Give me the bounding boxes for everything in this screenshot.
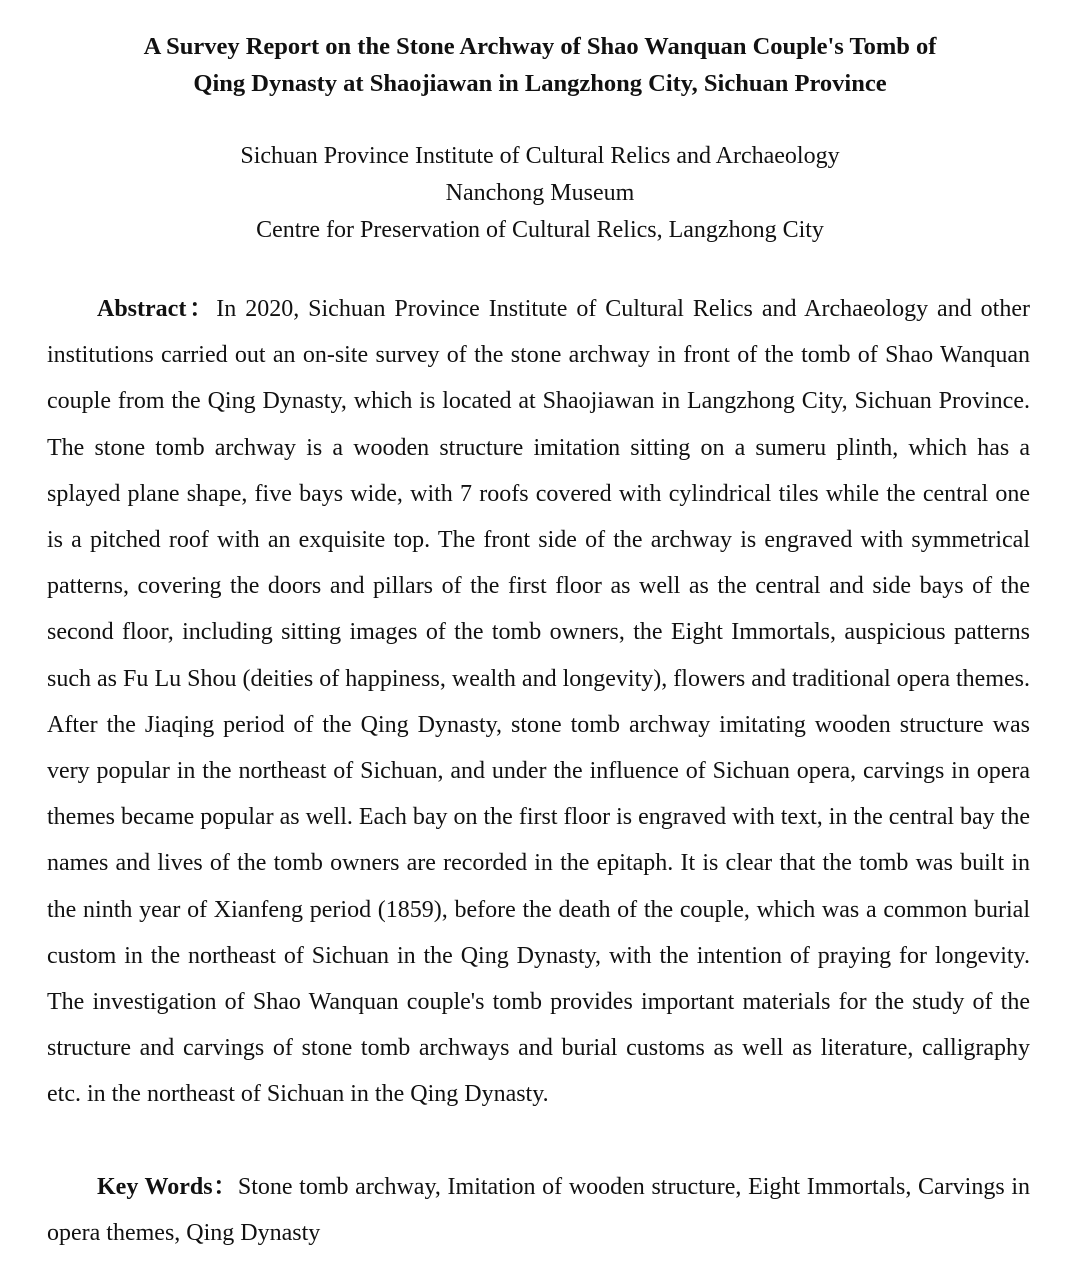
abstract-label: Abstract： xyxy=(97,296,217,322)
affiliation-1: Sichuan Province Institute of Cultural Relics and Archaeology xyxy=(240,143,840,169)
keywords-label: Key Words： xyxy=(97,1174,238,1200)
abstract-text: In 2020, Sichuan Province Institute of Cultural Relics and Archaeology and other institutions carried out an on-site survey of the stone archway in front of the tomb of Shao Wanquan couple from the Qing Dynasty, which is located at Shaojiawan in Langzhong City, Sichuan Province. The stone tomb archway is a wooden structure imitation sitting on a sumeru plinth, which has a splayed plane shape, five bays wide, with 7 roofs covered with cylindrical tiles while the central one is a pitched roof with an exquisite top. The front side of the archway is engraved with symmetrical patterns, covering the doors and pillars of the first floor as well as the central and side bays of the second floor, including sitting images of the tomb owners, the Eight Immortals, auspicious patterns such as Fu Lu Shou (deities of happiness, wealth and longevity), flowers and traditional opera themes. After the Jiaqing period of the Qing Dynasty, stone tomb archway imitating wooden structure was very popular in the northeast of Sichuan, and under the influence of Sichuan opera, carvings in opera themes became popular as well. Each bay on the first floor is engraved with text, in the central bay the names and lives of the tomb owners are recorded in the epitaph. It is clear that the tomb was built in the ninth year of Xianfeng period (1859), before the death of the couple, which was a common burial custom in the northeast of Sichuan in the Qing Dynasty, with the intention of praying for longevity. The investigation of Shao Wanquan couple's tomb provides important materials for the study of the structure and carvings of stone tomb archways and burial customs as well as literature, calligraphy etc. in the northeast of Sichuan in the Qing Dynasty. xyxy=(47,296,1030,1108)
paper-title-line-2: Qing Dynasty at Shaojiawan in Langzhong City, Sichuan Province xyxy=(193,70,887,97)
author-affiliations xyxy=(40,138,1040,249)
affiliation-2: Nanchong Museum xyxy=(445,180,635,206)
abstract-paragraph xyxy=(47,286,1030,1118)
affiliation-3: Centre for Preservation of Cultural Relics, Langzhong City xyxy=(256,217,824,243)
keywords-paragraph xyxy=(47,1164,1030,1256)
paper-title xyxy=(40,28,1040,102)
keywords-text: Stone tomb archway, Imitation of wooden structure, Eight Immortals, Carvings in opera themes, Qing Dynasty xyxy=(47,1174,1030,1247)
paper-title-line-1: A Survey Report on the Stone Archway of Shao Wanquan Couple's Tomb of xyxy=(143,33,937,60)
